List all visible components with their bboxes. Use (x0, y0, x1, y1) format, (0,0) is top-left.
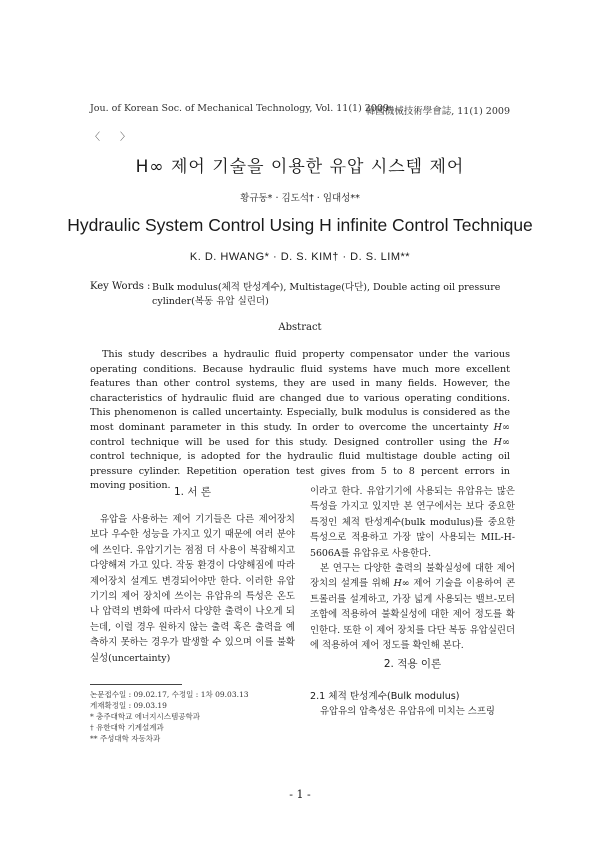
authors-korean: 황규동* · 김도석† · 임대성** (240, 193, 360, 204)
scope-part-a: 본 연구는 다양한 출력의 불확실성에 대한 제어장치의 설계를 위해 (310, 563, 515, 590)
abstract-heading: Abstract (278, 322, 322, 333)
keywords-label: Key Words : (90, 281, 151, 292)
footnote-affiliation-2: † 유한대학 기계설계과 (90, 723, 164, 732)
footnote-accepted: 게재확정일 : 09.03.19 (90, 701, 167, 710)
abstract-body (90, 348, 510, 494)
section-1-heading: 1. 서 론 (174, 486, 211, 498)
keywords-text: Bulk modulus(체적 탄성계수), Multistage(다단), Double acting oil pressure cylinder(복동 유압 실린더) (152, 282, 501, 307)
right-column-body (310, 484, 515, 653)
title-english: Hydraulic System Control Using H infinite Control Technique (67, 215, 533, 235)
footnote-divider (90, 684, 182, 685)
footnote-affiliation-3: ** 주성대학 자동차과 (90, 734, 161, 743)
section-2-heading: 2. 적용 이론 (383, 658, 442, 670)
subsection-2-1-body: 유압유의 압축성은 유압유에 미치는 스프링 (320, 706, 495, 717)
abstract-part-3: control technique, is adopted for the hydraulic fluid multistage double acting oil pressure cylinder. Repetition operation test gives from 5 to 8 percent errors in moving position. (90, 451, 510, 492)
intro-paragraph-continued: 이라고 한다. 유압기기에 사용되는 유압유는 많은 특성을 가지고 있지만 본 연구에서는 보다 중요한 특정인 체적 탄성계수(bulk modulus)를 중요한 특성으로 적용하고 가장 많이 사용되는 MIL-H- 5606A를 유압유로 사용한다. (310, 486, 515, 559)
journal-header-en: Jou. of Korean Soc. of Mechanical Technology, Vol. 11(1) 2009 (90, 103, 389, 114)
scope-part-b: 제어 기술을 이용하여 콘트롤러를 설계하고, 가장 넓게 사용되는 밸브-모터 조합에 적용하여 불확실성에 대한 제어 정도를 확인한다. 또한 이 제어 장치를 다단 복동 유압실린더에 적용하여 제어 정도를 확인해 본다. (310, 578, 515, 652)
left-column-body (90, 512, 295, 666)
footnote-affiliation-1: * 충주대학교 에너지시스템공학과 (90, 712, 200, 721)
subsection-2-1-heading: 2.1 체적 탄성계수(Bulk modulus) (310, 691, 460, 702)
h-infinity-symbol: H∞ (493, 421, 510, 433)
abstract-part-1: This study describes a hydraulic fluid property compensator under the various operating conditions. Because hydraulic fluid systems have much more excellent features than other control systems, they are used in many fields. However, the characteristics of hydraulic fluid are changed due to various operating conditions. This phenomenon is called uncertainty. Especially, bulk modulus is considered as the most dominant parameter in this study. In order to overcome the uncertainty (90, 349, 510, 433)
intro-paragraph: 유압을 사용하는 제어 기기들은 다른 제어장치보다 우수한 성능을 가지고 있기 때문에 여러 분야에 쓰인다. 유압기기는 점점 더 사용이 복잡해지고 다양해져 가고 있다. 작동 환경이 다양해짐에 따라 제어장치 설계도 변경되어야만 한다. 이러한 유압기기의 제어 장치에 쓰이는 유압유의 특성은 온도나 압력의 변화에 따라서 다양한 출력이 나오게 되는데, 이럴 경우 원하지 않는 출력 혹은 출력을 예측하지 못하는 경우가 발생할 수 있으며 이를 불확실성(uncertainty) (90, 514, 295, 664)
h-infinity-symbol: H∞ (393, 578, 410, 590)
research-scope-paragraph (310, 561, 515, 653)
category-bracket-left: 〈 (90, 132, 100, 143)
abstract-part-2: control technique will be used for this study. Designed controller using the (90, 436, 488, 448)
footnote-received: 논문접수일 : 09.02.17, 수정일 : 1차 09.03.13 (90, 690, 249, 699)
category-bracket-right: 〉 (120, 132, 130, 143)
journal-header-ko: 韓國機械技術學會誌, 11(1) 2009 (365, 106, 510, 117)
authors-english: K. D. HWANG* · D. S. KIM† · D. S. LIM** (189, 251, 411, 263)
page-number: - 1 - (289, 788, 311, 801)
h-infinity-symbol: H∞ (493, 436, 510, 448)
title-korean: H∞ 제어 기술을 이용한 유압 시스템 제어 (135, 157, 465, 177)
